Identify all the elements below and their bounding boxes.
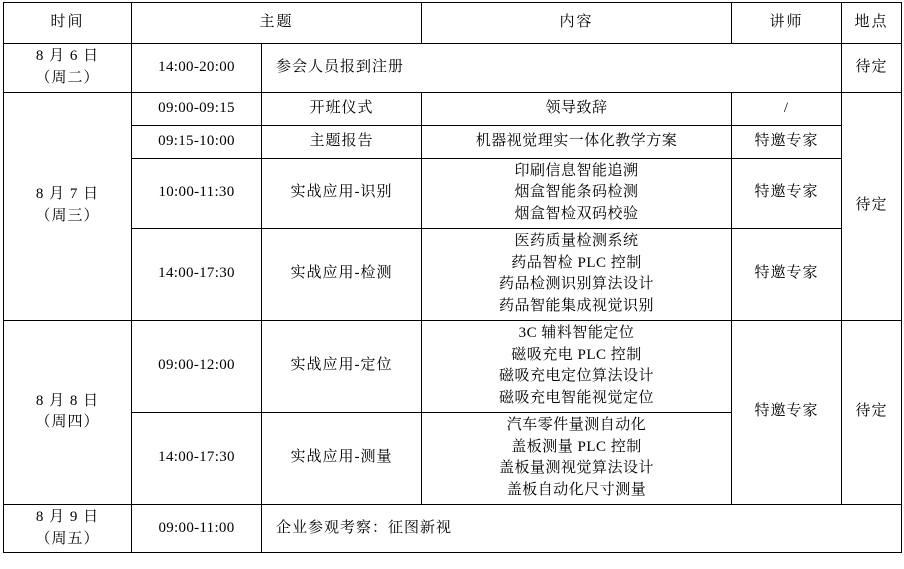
date-cell [4, 44, 132, 93]
time-slot-cell: 14:00-17:30 [132, 228, 262, 320]
content-line: 磁吸充电 PLC 控制 [511, 346, 642, 363]
table-row [4, 228, 902, 320]
table-row [4, 504, 902, 553]
time-slot-cell: 09:00-12:00 [132, 320, 262, 412]
content-line: 机器视觉理实一体化教学方案 [475, 132, 678, 149]
teacher-cell: 特邀专家 [732, 320, 842, 504]
content-cell [422, 158, 732, 228]
table-row [4, 125, 902, 158]
date-line-1: 8 月 6 日 [35, 48, 100, 64]
time-slot-cell: 14:00-17:30 [132, 412, 262, 504]
content-line: 盖板自动化尺寸测量 [506, 482, 647, 498]
content-line: 药品智检 PLC 控制 [511, 254, 642, 271]
date-line-1: 8 月 9 日 [35, 508, 100, 525]
content-cell [422, 92, 732, 125]
date-cell [4, 320, 132, 504]
time-slot-cell: 09:00-11:00 [132, 504, 262, 553]
topic-cell: 主题报告 [262, 125, 422, 158]
date-line-2: （周三） [35, 208, 100, 225]
content-line: 印刷信息智能追溯 [514, 162, 639, 179]
topic-cell: 实战应用-识别 [262, 158, 422, 228]
table-row [4, 320, 902, 412]
table-header [4, 3, 902, 44]
content-cell [422, 125, 732, 158]
content-line: 3C 辅料智能定位 [518, 324, 635, 341]
time-slot-cell: 09:00-09:15 [132, 92, 262, 125]
table-row [4, 44, 902, 93]
header-time: 时间 [4, 3, 132, 44]
teacher-cell: / [732, 92, 842, 125]
table-body [4, 44, 902, 553]
time-slot-cell: 10:00-11:30 [132, 158, 262, 228]
content-line: 盖板测量 PLC 控制 [511, 438, 642, 455]
teacher-cell: 特邀专家 [732, 228, 842, 320]
topic-cell: 实战应用-定位 [262, 320, 422, 412]
content-line: 药品智能集成视觉识别 [499, 298, 655, 314]
content-line: 磁吸充电智能视觉定位 [499, 390, 655, 406]
place-cell: 待定 [842, 44, 902, 93]
content-cell [422, 320, 732, 412]
table-row [4, 158, 902, 228]
content-line: 磁吸充电定位算法设计 [499, 368, 655, 385]
place-cell: 待定 [842, 320, 902, 504]
table-row [4, 92, 902, 125]
schedule-table [3, 2, 902, 553]
date-line-2: （周五） [35, 530, 100, 547]
header-content: 内容 [422, 3, 732, 44]
content-line: 领导致辞 [545, 99, 608, 116]
activity-cell: 参会人员报到注册 [262, 44, 842, 93]
content-line: 烟盒智检双码校验 [514, 206, 639, 222]
time-slot-cell: 14:00-20:00 [132, 44, 262, 93]
content-line: 盖板量测视觉算法设计 [499, 460, 655, 477]
date-line-2: （周二） [35, 69, 100, 86]
topic-cell: 开班仪式 [262, 92, 422, 125]
content-line: 烟盒智能条码检测 [514, 184, 639, 201]
teacher-cell: 特邀专家 [732, 158, 842, 228]
header-teacher: 讲师 [732, 3, 842, 44]
place-cell: 待定 [842, 92, 902, 320]
topic-cell: 实战应用-测量 [262, 412, 422, 504]
header-topic: 主题 [132, 3, 422, 44]
content-cell [422, 228, 732, 320]
date-cell [4, 92, 132, 320]
time-slot-cell: 09:15-10:00 [132, 125, 262, 158]
content-line: 医药质量检测系统 [514, 232, 639, 249]
topic-cell: 实战应用-检测 [262, 228, 422, 320]
teacher-cell: 特邀专家 [732, 125, 842, 158]
activity-cell: 企业参观考察：征图新视 [262, 504, 902, 553]
header-place: 地点 [842, 3, 902, 44]
date-line-2: （周四） [35, 414, 100, 431]
date-line-1: 8 月 7 日 [35, 186, 100, 203]
content-cell [422, 412, 732, 504]
content-line: 药品检测识别算法设计 [499, 276, 655, 293]
header-row [4, 3, 902, 44]
date-line-1: 8 月 8 日 [35, 392, 100, 409]
date-cell [4, 504, 132, 553]
content-line: 汽车零件量测自动化 [506, 416, 647, 433]
